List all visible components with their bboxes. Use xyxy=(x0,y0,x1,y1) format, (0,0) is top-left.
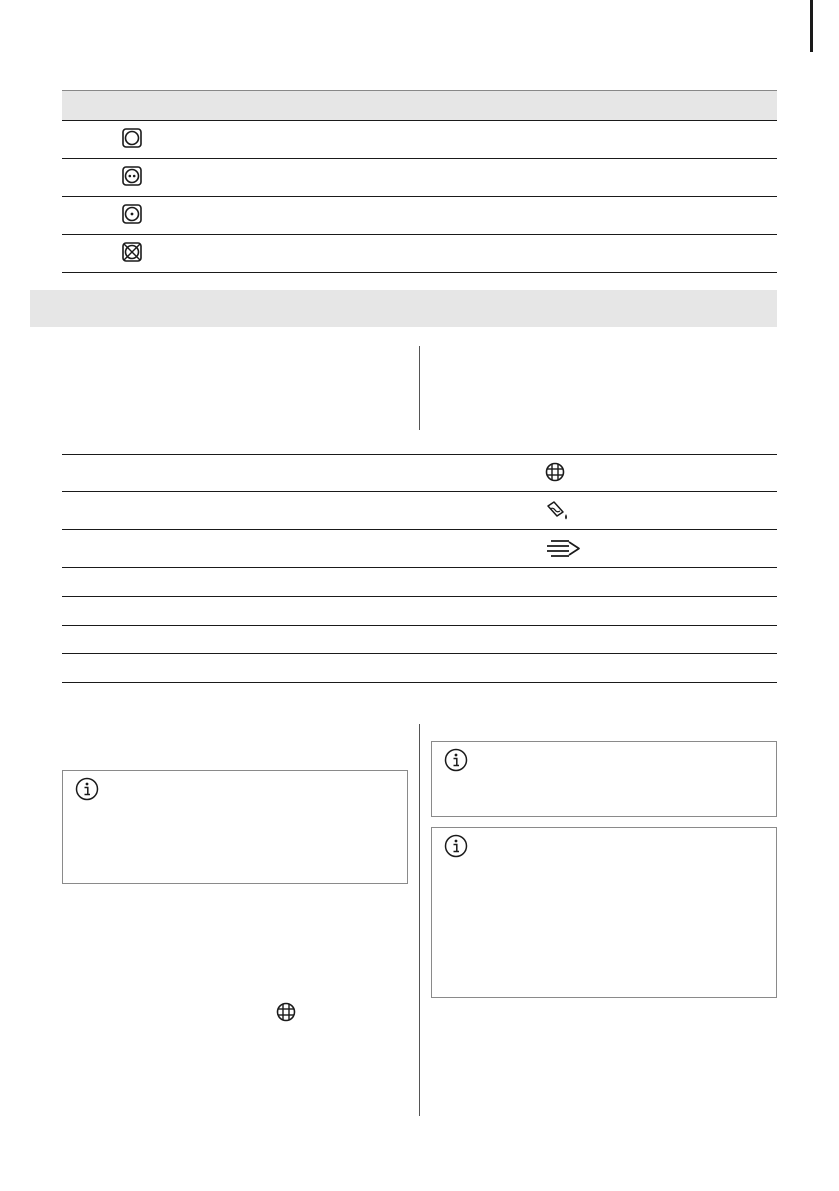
info-note xyxy=(431,827,777,998)
tumble-dry-icon xyxy=(122,128,142,148)
info-icon xyxy=(444,834,468,863)
table-header xyxy=(62,90,777,121)
section-header xyxy=(30,290,777,327)
info-icon xyxy=(444,748,468,777)
info-icon xyxy=(75,777,99,806)
do-not-tumble-dry-icon xyxy=(122,242,142,262)
info-note xyxy=(431,741,777,817)
info-note xyxy=(62,770,408,884)
column-divider xyxy=(419,724,420,1116)
lines-arrow-icon xyxy=(545,538,583,560)
pouring-drop-icon xyxy=(545,500,571,522)
table-header-rule xyxy=(62,120,777,121)
grid-icon xyxy=(276,1002,296,1022)
tumble-dry-normal-heat-icon xyxy=(122,166,142,186)
tumble-dry-low-heat-icon xyxy=(122,204,142,224)
page-edge-mark xyxy=(810,0,813,52)
grid-icon xyxy=(545,462,565,482)
column-divider xyxy=(419,346,420,430)
